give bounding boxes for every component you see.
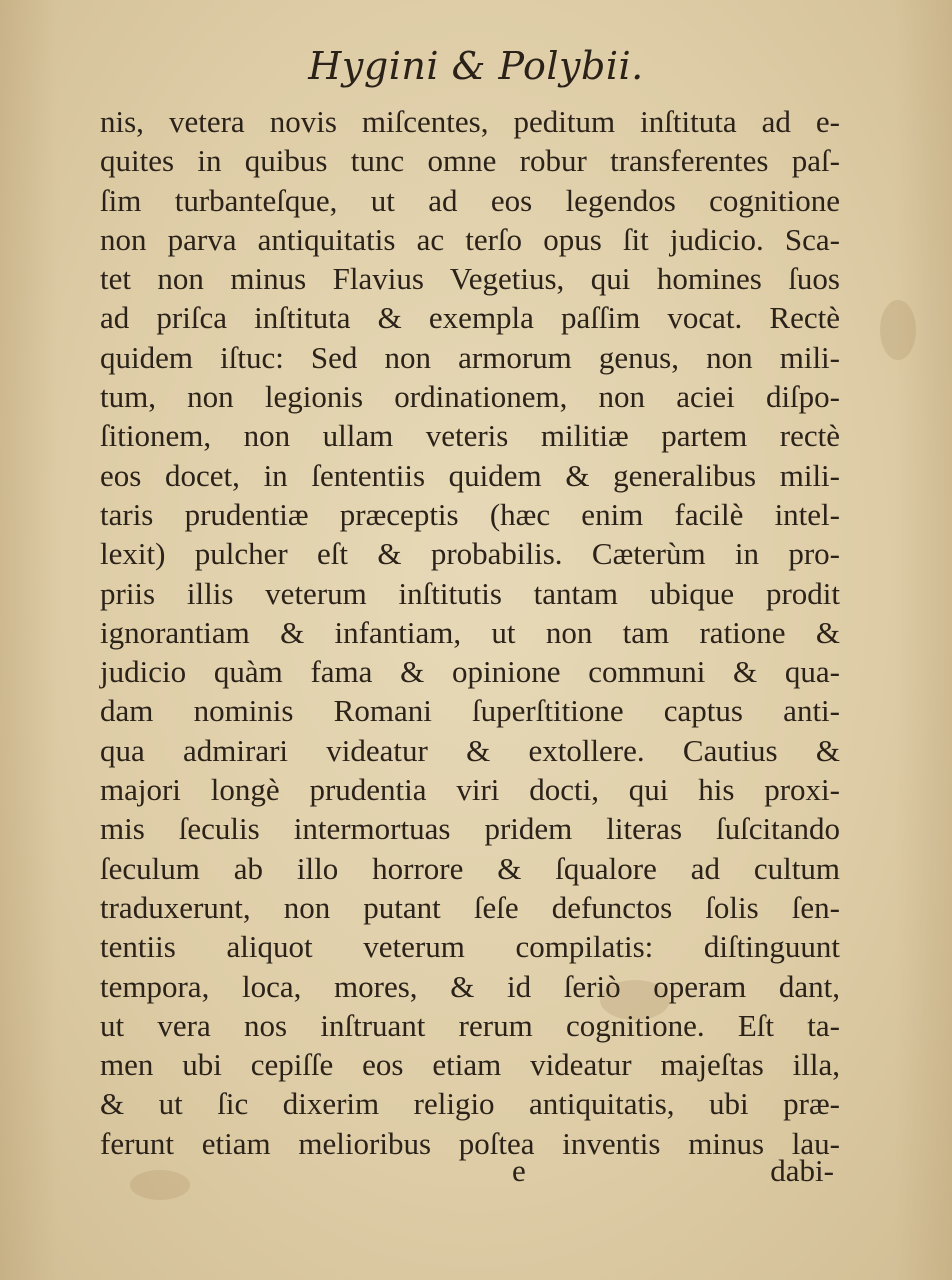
text-line: tempora, loca, mores, & id ſeriò operam dant,: [100, 968, 840, 1004]
text-line: dam nominis Romani ſuperſtitione captus anti-: [100, 693, 840, 729]
text-line: nis, vetera novis miſcentes, peditum inſtituta ad e-: [100, 104, 840, 139]
text-line: eos docet, in ſententiis quidem & generalibus mili-: [100, 457, 840, 493]
text-line: tet non minus Flavius Vegetius, qui homines ſuos: [100, 261, 840, 297]
page-footer: [100, 1153, 840, 1193]
text-line: qua admirari videatur & extollere. Cautius &: [100, 732, 840, 768]
text-line: & ut ſic dixerim religio antiquitatis, ubi præ-: [100, 1086, 840, 1122]
text-line: tentiis aliquot veterum compilatis: diſtinguunt: [100, 929, 840, 965]
text-line: mis ſeculis intermortuas pridem literas ſuſcitando: [100, 811, 840, 847]
text-line: tum, non legionis ordinationem, non aciei diſpo-: [100, 379, 840, 415]
text-line: men ubi cepiſſe eos etiam videatur majeſtas illa,: [100, 1047, 840, 1083]
text-line: ſim turbanteſque, ut ad eos legendos cognitione: [100, 182, 840, 218]
text-line: quites in quibus tunc omne robur transferentes paſ-: [100, 143, 840, 179]
text-line: ferunt etiam melioribus poſtea inventis minus lau-: [100, 1125, 840, 1161]
paper-stain: [880, 300, 916, 360]
text-line: majori longè prudentia viri docti, qui his proxi-: [100, 772, 840, 808]
text-line: quidem iſtuc: Sed non armorum genus, non mili-: [100, 339, 840, 375]
text-line: ſitionem, non ullam veteris militiæ partem rectè: [100, 418, 840, 454]
text-line: lexit) pulcher eſt & probabilis. Cæterùm in pro-: [100, 536, 840, 572]
text-line: ſeculum ab illo horrore & ſqualore ad cultum: [100, 850, 840, 886]
text-line: priis illis veterum inſtitutis tantam ubique prodit: [100, 575, 840, 611]
catchword: dabi-: [770, 1153, 834, 1188]
signature-mark: e: [512, 1153, 526, 1188]
text-line: judicio quàm fama & opinione communi & qua-: [100, 654, 840, 690]
text-line: traduxerunt, non putant ſeſe defunctos ſolis ſen-: [100, 889, 840, 925]
body-text: [100, 102, 840, 1163]
text-line: ignorantiam & infantiam, ut non tam ratione &: [100, 614, 840, 650]
text-line: ad priſca inſtituta & exempla paſſim vocat. Rectè: [100, 300, 840, 336]
running-head: Hygini & Polybii.: [308, 44, 644, 88]
text-line: ut vera nos inſtruant rerum cognitione. Eſt ta-: [100, 1007, 840, 1043]
text-line: non parva antiquitatis ac terſo opus ſit judicio. Sca-: [100, 221, 840, 257]
text-line: taris prudentiæ præceptis (hæc enim facilè intel-: [100, 496, 840, 532]
